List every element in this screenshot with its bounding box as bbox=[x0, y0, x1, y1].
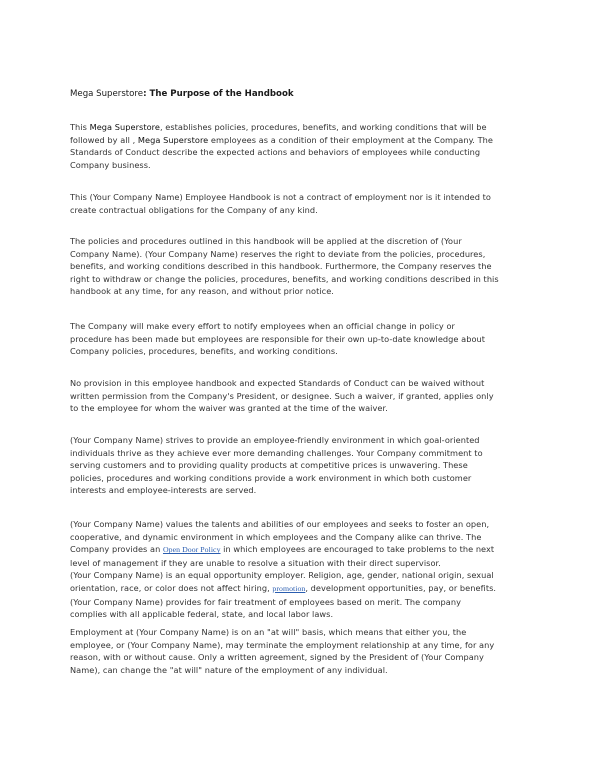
text-line bbox=[70, 260, 540, 273]
paragraph-environment bbox=[70, 434, 540, 497]
paragraph-not-contract bbox=[70, 191, 540, 216]
text-run: right to withdraw or change the policies, procedures, benefits, and working conditions described in this bbox=[70, 273, 499, 284]
text-run: , development opportunities, pay, or benefits. bbox=[305, 582, 497, 593]
text-run: policies, procedures and working conditions provide a work environment in which both customer bbox=[70, 472, 472, 483]
text-run: Name), can change the "at will" nature of the employment of any individual. bbox=[70, 664, 388, 675]
text-line bbox=[70, 459, 540, 472]
text-run: The Company will make every effort to notify employees when an official change in policy or bbox=[70, 321, 455, 331]
text-run: employees as a condition of their employment at the Company. The bbox=[208, 134, 493, 145]
text-run: This (Your Company Name) Employee Handbook is not a contract of employment nor is it intended to bbox=[70, 192, 491, 202]
text-run: procedure has been made but employees are responsible for their own up-to-date knowledge about bbox=[70, 333, 486, 344]
text-line bbox=[70, 377, 540, 390]
text-line bbox=[70, 664, 540, 677]
text-line bbox=[70, 484, 540, 497]
text-line bbox=[70, 235, 540, 248]
text-run: This bbox=[70, 122, 90, 132]
text-line bbox=[70, 390, 540, 403]
paragraph-at-will bbox=[70, 626, 540, 676]
text-line bbox=[70, 402, 540, 415]
text-run: (Your Company Name) strives to provide an employee-friendly environment in which goal-oriented bbox=[70, 435, 480, 445]
text-line bbox=[70, 320, 540, 333]
text-run: orientation, race, or color does not affect hiring, bbox=[70, 582, 273, 593]
text-run: reason, with or without cause. Only a written agreement, signed by the President of (Your Company bbox=[70, 652, 484, 663]
text-run: followed by all , bbox=[70, 134, 138, 145]
company-name: Mega Superstore bbox=[89, 122, 160, 132]
text-run: employee, or (Your Company Name), may terminate the employment relationship at any time, for any bbox=[70, 639, 495, 650]
title-text: : The Purpose of the Handbook bbox=[143, 89, 294, 99]
text-run: (Your Company Name) is an equal opportunity employer. Religion, age, gender, national origin, sexual bbox=[70, 570, 494, 581]
text-run: Company provides an bbox=[70, 544, 163, 555]
text-line bbox=[70, 134, 540, 147]
text-line bbox=[70, 472, 540, 485]
text-run: handbook at any time, for any reason, and without prior notice. bbox=[70, 286, 334, 297]
text-run: to the employee for whom the waiver was granted at the time of the waiver. bbox=[70, 403, 388, 414]
text-line bbox=[70, 159, 540, 172]
text-line bbox=[70, 518, 540, 531]
promotion-link[interactable]: promotion bbox=[272, 583, 306, 593]
text-line bbox=[70, 345, 540, 358]
text-run: in which employees are encouraged to take problems to the next bbox=[220, 544, 495, 555]
text-run: (Your Company Name) values the talents and abilities of our employees and seeks to foster an open, bbox=[70, 519, 490, 529]
text-run: Standards of Conduct describe the expected actions and behaviors of employees while conducting bbox=[70, 147, 481, 158]
text-line bbox=[70, 639, 540, 652]
open-door-policy-link[interactable]: Open Door Policy bbox=[162, 545, 221, 555]
text-line bbox=[70, 626, 540, 639]
text-run: create contractual obligations for the Company of any kind. bbox=[70, 204, 318, 215]
text-run: No provision in this employee handbook and expected Standards of Conduct can be waived without bbox=[70, 378, 485, 388]
text-run: Company policies, procedures, benefits, and working conditions. bbox=[70, 346, 338, 357]
text-line bbox=[70, 596, 540, 609]
text-line bbox=[70, 333, 540, 346]
title-brand: Mega Superstore bbox=[70, 89, 144, 99]
text-line bbox=[70, 543, 540, 557]
text-line bbox=[70, 146, 540, 159]
text-line bbox=[70, 204, 540, 217]
text-line bbox=[70, 273, 540, 286]
text-line bbox=[70, 447, 540, 460]
paragraph-discretion bbox=[70, 235, 540, 298]
text-line bbox=[70, 248, 540, 261]
text-run: (Your Company Name) provides for fair treatment of employees based on merit. The company bbox=[70, 596, 462, 607]
paragraph-values-equal-opportunity bbox=[70, 518, 540, 621]
text-run: Company Name). (Your Company Name) reserves the right to deviate from the policies, procedures, bbox=[70, 248, 486, 259]
paragraph-intro bbox=[70, 121, 540, 171]
text-run: , establishes policies, procedures, benefits, and working conditions that will be bbox=[159, 122, 487, 132]
text-run: Company business. bbox=[70, 159, 151, 170]
paragraph-waiver bbox=[70, 377, 540, 415]
document-title bbox=[70, 89, 294, 99]
text-run: written permission from the Company's President, or designee. Such a waiver, if granted, applies only bbox=[70, 390, 494, 401]
paragraph-notify-changes bbox=[70, 320, 540, 358]
text-line bbox=[70, 285, 540, 298]
text-line bbox=[70, 531, 540, 544]
text-run: The policies and procedures outlined in this handbook will be applied at the discretion of (Your bbox=[70, 236, 462, 246]
text-run: interests and employee-interests are served. bbox=[70, 485, 257, 496]
text-run: Employment at (Your Company Name) is on an "at will" basis, which means that either you, the bbox=[70, 627, 467, 637]
text-run: level of management if they are unable to resolve a situation with their direct supervisor. bbox=[70, 557, 441, 568]
text-line bbox=[70, 608, 540, 621]
text-line bbox=[70, 569, 540, 582]
text-run: complies with all applicable federal, state, and local labor laws. bbox=[70, 609, 334, 620]
text-run: benefits, and working conditions described in this handbook. Furthermore, the Company reserves the bbox=[70, 261, 492, 272]
text-line bbox=[70, 582, 540, 596]
text-line bbox=[70, 651, 540, 664]
text-line bbox=[70, 121, 540, 134]
text-run: cooperative, and dynamic environment in which employees and the Company alike can thrive. The bbox=[70, 531, 482, 542]
text-run: individuals thrive as they achieve ever more demanding challenges. Your Company commitment to bbox=[70, 447, 483, 458]
text-run: serving customers and to providing quality products at competitive prices is unwavering. These bbox=[70, 460, 468, 471]
text-line bbox=[70, 557, 540, 570]
text-line bbox=[70, 434, 540, 447]
company-name: Mega Superstore bbox=[137, 134, 209, 145]
text-line bbox=[70, 191, 540, 204]
